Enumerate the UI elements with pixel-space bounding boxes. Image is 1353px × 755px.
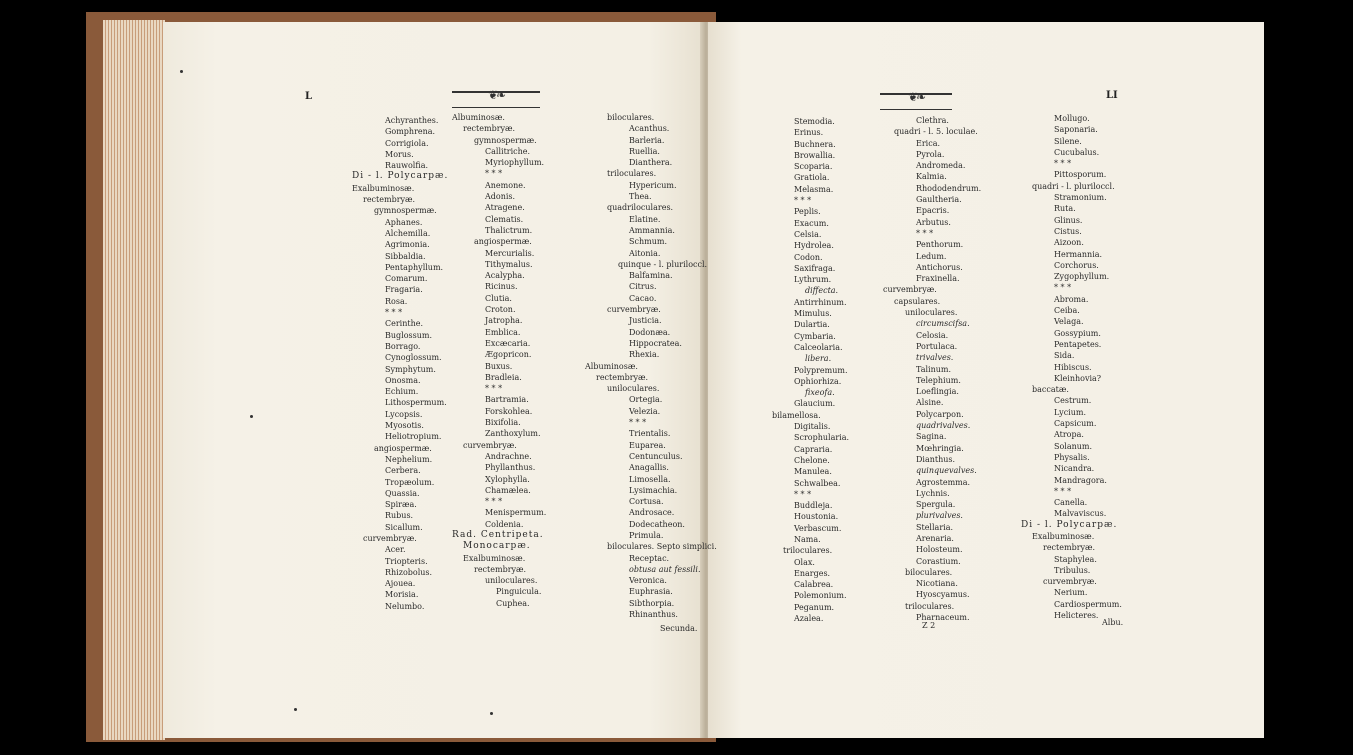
entry-line: Nephelium. <box>385 454 433 464</box>
entry-line: Tropæolum. <box>385 477 435 487</box>
entry-line: Hibiscus. <box>1054 362 1092 372</box>
entry-line: Forskohlea. <box>485 406 533 416</box>
entry-line: Centunculus. <box>629 451 683 461</box>
entry-line: curvembryæ. <box>883 285 937 295</box>
entry-line: Helicteres. <box>1054 611 1099 621</box>
entry-line: uniloculares. <box>607 384 660 394</box>
entry-line: Echium. <box>385 387 419 397</box>
entry-line: Heliotropium. <box>385 432 442 442</box>
entry-line: Buglossum. <box>385 330 433 340</box>
entry-line: libera. <box>805 354 832 364</box>
entry-line: * * * <box>794 196 812 206</box>
right-page-number: LI <box>1106 90 1118 101</box>
entry-line: Barleria. <box>629 135 665 145</box>
entry-line: Nelumbo. <box>385 601 425 611</box>
entry-line: Aitonia. <box>629 248 661 258</box>
entry-line: fixeofa. <box>805 388 835 398</box>
entry-line: Symphytum. <box>385 364 436 374</box>
entry-line: Ortegia. <box>629 395 663 405</box>
entry-line: Physalis. <box>1054 452 1090 462</box>
entry-line: Rhododendrum. <box>916 183 982 193</box>
entry-line: Spergula. <box>916 500 956 510</box>
entry-line: curvembryæ. <box>363 533 417 543</box>
entry-line: Emblica. <box>485 327 521 337</box>
left-column-1 <box>330 115 449 612</box>
entry-line: Bixifolia. <box>485 418 521 428</box>
entry-line: Hermannia. <box>1054 249 1103 259</box>
entry-line: Stellaria. <box>916 522 954 532</box>
entry-line: Quassia. <box>385 488 420 498</box>
entry-line: Saponaria. <box>1054 125 1098 135</box>
entry-line: Capsicum. <box>1054 419 1097 429</box>
entry-line: * * * <box>385 308 403 318</box>
entry-line: Ceiba. <box>1054 306 1080 316</box>
entry-line: Adonis. <box>485 192 516 202</box>
entry-line: Albuminosæ. <box>452 113 505 122</box>
entry-line: Ophiorhiza. <box>794 376 842 386</box>
entry-line: Thalictrum. <box>485 225 533 235</box>
entry-line: Glaucium. <box>794 399 836 409</box>
entry-line: Justicia. <box>629 316 662 326</box>
entry-line: Verbascum. <box>794 523 842 533</box>
entry-line: Agrimonia. <box>385 240 430 250</box>
entry-line: Elatine. <box>629 214 661 224</box>
entry-line: Atropa. <box>1054 430 1084 440</box>
left-page-number: L <box>305 91 313 102</box>
entry-line: * * * <box>629 418 647 428</box>
entry-line: Cynoglossum. <box>385 353 442 363</box>
entry-line: Bradleia. <box>485 372 522 382</box>
entry-line: Lithospermum. <box>385 398 447 408</box>
right-column-3 <box>1010 113 1130 621</box>
entry-line: triloculares. <box>905 601 955 611</box>
entry-line: biloculares. <box>905 567 953 577</box>
entry-line: Silene. <box>1054 136 1082 146</box>
entry-line: Dianthus. <box>916 454 956 464</box>
entry-line: Cestrum. <box>1054 396 1092 406</box>
entry-line: Andrachne. <box>485 451 532 461</box>
entry-line: Ammannia. <box>629 225 675 235</box>
entry-line: Nicotiana. <box>916 579 958 589</box>
entry-line: Mercurialis. <box>485 248 535 258</box>
entry-line: Enarges. <box>794 568 831 578</box>
entry-line: Pentaphyllum. <box>385 262 444 272</box>
entry-line: Stramonium. <box>1054 193 1107 203</box>
entry-line: curvembryæ. <box>463 440 517 450</box>
entry-line: Myosotis. <box>385 421 424 431</box>
entry-line: Exalbuminosæ. <box>1032 531 1095 541</box>
entry-line: Rhinanthus. <box>629 610 678 620</box>
entry-line: rectembryæ. <box>474 564 527 574</box>
entry-line: Mimulus. <box>794 309 832 319</box>
entry-line: Xylophylla. <box>485 474 530 484</box>
entry-line: Arenaria. <box>916 533 954 543</box>
entry-line: Mandragora. <box>1054 475 1107 485</box>
entry-line: Dianthera. <box>629 158 673 168</box>
entry-line: Sibthorpia. <box>629 598 675 608</box>
entry-line: Digitalis. <box>794 422 831 432</box>
entry-line: Holosteum. <box>916 545 963 555</box>
entry-line: Browallia. <box>794 150 836 160</box>
entry-line: Atragene. <box>485 203 525 213</box>
entry-line: Pyrola. <box>916 149 945 159</box>
entry-line: Trientalis. <box>629 429 671 439</box>
entry-line: Zygophyllum. <box>1054 272 1110 282</box>
entry-line: quadri - l. pluriloccl. <box>1032 181 1115 191</box>
entry-line: Menispermum. <box>485 508 547 518</box>
entry-line: Nama. <box>794 534 821 544</box>
entry-line: angiospermæ. <box>474 237 532 247</box>
entry-line: Hyoscyamus. <box>916 590 970 600</box>
entry-line: Mœhringia. <box>916 443 964 453</box>
entry-line: Scoparia. <box>794 162 833 172</box>
entry-line: Peganum. <box>794 602 835 612</box>
entry-line: Telephium. <box>916 375 961 385</box>
entry-line: Fragaria. <box>385 285 423 295</box>
entry-line: biloculares. <box>607 113 655 122</box>
entry-line: Ledum. <box>916 251 947 261</box>
entry-line: Rhizobolus. <box>385 567 433 577</box>
entry-line: Exalbuminosæ. <box>463 553 526 563</box>
entry-line: Rubus. <box>385 511 414 521</box>
entry-line: Corrigiola. <box>385 138 429 148</box>
right-column-1 <box>750 116 870 624</box>
entry-line: Agrostemma. <box>916 477 971 487</box>
entry-line: Spiræa. <box>385 500 417 510</box>
entry-line: Antirrhinum. <box>794 297 847 307</box>
entry-line: Cortusa. <box>629 497 664 507</box>
entry-line: Callitriche. <box>485 146 531 156</box>
entry-line: Cerinthe. <box>385 319 424 329</box>
entry-line: Chelone. <box>794 455 830 465</box>
left-column-3 <box>585 112 717 620</box>
entry-line: Clematis. <box>485 214 524 224</box>
ink-spot <box>294 708 297 711</box>
entry-line: Triopteris. <box>385 556 428 566</box>
entry-line: plurivalves. <box>916 511 963 521</box>
entry-line: Albuminosæ. <box>585 361 638 371</box>
entry-line: Azalea. <box>794 614 824 624</box>
entry-line: Polycarpon. <box>916 409 964 419</box>
entry-line: Nicandra. <box>1054 464 1095 474</box>
entry-line: Kalmia. <box>916 172 947 182</box>
entry-line: Achyranthes. <box>385 116 439 125</box>
left-column-2 <box>430 112 560 609</box>
entry-line: quinque - l. pluriloccl. <box>618 259 708 269</box>
entry-line: curvembryæ. <box>607 305 661 315</box>
entry-line: Staphylea. <box>1054 554 1097 564</box>
entry-line: Exacum. <box>794 218 829 228</box>
entry-line: Anagallis. <box>629 463 669 473</box>
entry-line: Rosa. <box>385 296 408 306</box>
entry-line: Erinus. <box>794 128 824 138</box>
entry-line: Corchorus. <box>1054 260 1099 270</box>
entry-line: Velaga. <box>1054 317 1084 327</box>
entry-line: Clutia. <box>485 293 512 303</box>
entry-line: Cacao. <box>629 293 657 303</box>
entry-line: quadriloculares. <box>607 203 674 213</box>
entry-line: Lycium. <box>1054 407 1087 417</box>
entry-line: Glinus. <box>1054 215 1083 225</box>
entry-line: * * * <box>1054 486 1072 496</box>
entry-line: Ricinus. <box>485 282 518 292</box>
entry-line: Pentapetes. <box>1054 339 1102 349</box>
entry-line: Ægopricon. <box>485 350 532 360</box>
entry-line: Velezia. <box>629 406 661 416</box>
entry-line: Erica. <box>916 138 941 148</box>
entry-line: capsulares. <box>894 296 941 306</box>
entry-line: Alchemilla. <box>385 228 431 238</box>
entry-line: Antichorus. <box>916 262 963 272</box>
entry-line: biloculares. Septo simplici. <box>607 542 717 552</box>
entry-line: quinquevalves. <box>916 466 977 476</box>
entry-line: * * * <box>916 228 934 238</box>
entry-line: Acalypha. <box>485 271 525 281</box>
entry-line: Ruellia. <box>629 146 660 156</box>
entry-line: Acer. <box>385 545 406 555</box>
entry-line: triloculares. <box>607 169 657 179</box>
entry-line: Olax. <box>794 557 815 567</box>
entry-line: Lythrum. <box>794 275 832 285</box>
entry-line: Hippocratea. <box>629 338 682 348</box>
entry-line: Corastium. <box>916 556 961 566</box>
entry-line: Pittosporum. <box>1054 170 1107 180</box>
entry-line: Penthorum. <box>916 240 964 250</box>
entry-line: Citrus. <box>629 282 657 292</box>
entry-line: Di - l. Polycarpæ. <box>1021 519 1118 530</box>
entry-line: Acanthus. <box>629 124 670 134</box>
entry-line: Celosia. <box>916 330 949 340</box>
entry-line: Cerbera. <box>385 466 421 476</box>
entry-line: Malvaviscus. <box>1054 509 1107 519</box>
entry-line: Lycopsis. <box>385 409 423 419</box>
entry-line: Dulartia. <box>794 320 830 330</box>
entry-line: Receptac. <box>629 553 670 563</box>
entry-line: Sagina. <box>916 432 947 442</box>
entry-line: baccatæ. <box>1032 385 1069 395</box>
entry-line: Chamælea. <box>485 485 531 495</box>
entry-line: Ajouea. <box>385 579 416 589</box>
entry-line: Sicallum. <box>385 522 423 532</box>
entry-line: circumscifsa. <box>916 319 970 329</box>
entry-line: Monocarpæ. <box>463 541 531 552</box>
entry-line: Polemonium. <box>794 591 847 601</box>
entry-line: angiospermæ. <box>374 443 432 453</box>
entry-line: Kleinhovia? <box>1054 373 1102 383</box>
left-catchword: Secunda. <box>660 624 698 633</box>
entry-line: Sida. <box>1054 351 1075 361</box>
entry-line: Sibbaldia. <box>385 251 426 261</box>
entry-line: Celsia. <box>794 229 822 239</box>
entry-line: Hydrolea. <box>794 241 834 251</box>
entry-line: Stemodia. <box>794 117 835 126</box>
entry-line: * * * <box>794 489 812 499</box>
entry-line: Cymbaria. <box>794 331 836 341</box>
entry-line: Arbutus. <box>916 217 951 227</box>
entry-line: Portulaca. <box>916 341 958 351</box>
entry-line: * * * <box>485 384 503 394</box>
ink-spot <box>180 70 183 73</box>
entry-line: Morisia. <box>385 590 419 600</box>
entry-line: Gomphrena. <box>385 127 436 137</box>
entry-line: Cistus. <box>1054 226 1082 236</box>
entry-line: Lychnis. <box>916 488 950 498</box>
entry-line: Zanthoxylum. <box>485 429 541 439</box>
entry-line: Gaultheria. <box>916 195 962 205</box>
entry-line: uniloculares. <box>905 308 958 318</box>
entry-line: Ruta. <box>1054 204 1076 214</box>
entry-line: Polypremum. <box>794 365 848 375</box>
right-catchword: Albu. <box>1102 618 1124 627</box>
entry-line: Codon. <box>794 252 823 262</box>
entry-line: Houstonia. <box>794 512 839 522</box>
entry-line: Limosella. <box>629 474 671 484</box>
entry-line: Androsace. <box>629 508 675 518</box>
entry-line: Dodonæa. <box>629 327 671 337</box>
entry-line: Phyllanthus. <box>485 463 536 473</box>
entry-line: quadrivalves. <box>916 421 971 431</box>
entry-line: Aphanes. <box>385 217 423 227</box>
entry-line: gymnospermæ. <box>374 206 437 216</box>
entry-line: Euparea. <box>629 440 666 450</box>
entry-line: Rhexia. <box>629 350 660 360</box>
entry-line: Croton. <box>485 305 516 315</box>
entry-line: Cuphea. <box>496 598 530 608</box>
entry-line: * * * <box>485 497 503 507</box>
entry-line: Talinum. <box>916 364 952 374</box>
entry-line: Scrophularia. <box>794 433 850 443</box>
entry-line: Euphrasia. <box>629 587 673 597</box>
left-header-ornament: ❦❧ <box>452 91 540 108</box>
entry-line: * * * <box>485 169 503 179</box>
entry-line: rectembryæ. <box>363 195 416 205</box>
entry-line: Capraria. <box>794 444 833 454</box>
entry-line: Buddleja. <box>794 501 833 511</box>
entry-line: Fraxinella. <box>916 274 960 284</box>
entry-line: Schwalbea. <box>794 478 841 488</box>
entry-line: Hypericum. <box>629 180 677 190</box>
entry-line: Myriophyllum. <box>485 158 545 168</box>
entry-line: Epacris. <box>916 206 950 216</box>
entry-line: Alsine. <box>916 398 944 408</box>
entry-line: Pinguicula. <box>496 587 542 597</box>
entry-line: Dodecatheon. <box>629 519 685 529</box>
entry-line: Mollugo. <box>1054 114 1090 123</box>
right-column-2 <box>872 115 1002 623</box>
entry-line: Excæcaria. <box>485 338 531 348</box>
entry-line: Manulea. <box>794 467 832 477</box>
entry-line: Jatropha. <box>485 316 523 326</box>
entry-line: curvembryæ. <box>1043 577 1097 587</box>
ink-spot <box>250 415 253 418</box>
entry-line: trivalves. <box>916 353 954 363</box>
entry-line: Cucubalus. <box>1054 147 1100 157</box>
entry-line: Rauwolfia. <box>385 161 428 171</box>
entry-line: Loeflingia. <box>916 387 959 397</box>
entry-line: Borrago. <box>385 341 421 351</box>
entry-line: Exalbuminosæ. <box>352 183 415 193</box>
entry-line: rectembryæ. <box>463 124 516 134</box>
entry-line: Di - l. Polycarpæ. <box>352 171 449 182</box>
ink-spot <box>490 712 493 715</box>
entry-line: diffecta. <box>805 286 839 296</box>
entry-line: rectembryæ. <box>1043 543 1096 553</box>
entry-line: Tribulus. <box>1054 565 1091 575</box>
entry-line: rectembryæ. <box>596 372 649 382</box>
entry-line: Clethra. <box>916 116 949 125</box>
entry-line: Bartramia. <box>485 395 529 405</box>
entry-line: Cardiospermum. <box>1054 599 1122 609</box>
entry-line: Lysimachia. <box>629 485 678 495</box>
entry-line: Gratiola. <box>794 173 830 183</box>
entry-line: Calabrea. <box>794 580 834 590</box>
entry-line: bilamellosa. <box>772 410 821 420</box>
entry-line: gymnospermæ. <box>474 135 537 145</box>
entry-line: quadri - l. 5. loculae. <box>894 127 978 137</box>
right-signature: Z 2 <box>922 621 936 630</box>
entry-line: Rad. Centripeta. <box>452 529 544 540</box>
entry-line: Peplis. <box>794 207 821 217</box>
entry-line: Andromeda. <box>916 161 966 171</box>
entry-line: Melasma. <box>794 184 834 194</box>
entry-line: uniloculares. <box>485 576 538 586</box>
entry-line: Calceolaria. <box>794 342 843 352</box>
entry-line: Saxifraga. <box>794 263 836 273</box>
entry-line: Anemone. <box>485 180 526 190</box>
entry-line: Thea. <box>629 192 652 202</box>
entry-line: obtusa aut fessili. <box>629 564 701 574</box>
entry-line: Pharnaceum. <box>916 613 970 623</box>
entry-line: Coldenia. <box>485 519 524 529</box>
entry-line: Solanum. <box>1054 441 1093 451</box>
entry-line: Tithymalus. <box>485 259 533 269</box>
entry-line: Morus. <box>385 149 414 159</box>
entry-line: Buxus. <box>485 361 513 371</box>
entry-line: Aizoon. <box>1054 238 1084 248</box>
entry-line: Veronica. <box>629 576 667 586</box>
entry-line: Comarum. <box>385 274 428 284</box>
entry-line: Buchnera. <box>794 139 836 149</box>
entry-line: Canella. <box>1054 498 1088 508</box>
entry-line: Gossypium. <box>1054 328 1101 338</box>
entry-line: * * * <box>1054 283 1072 293</box>
entry-line: Schmum. <box>629 237 667 247</box>
entry-line: Primula. <box>629 530 664 540</box>
page-edges <box>103 20 165 740</box>
right-header-ornament: ❦❧ <box>880 93 952 110</box>
entry-line: Onosma. <box>385 375 421 385</box>
entry-line: * * * <box>1054 159 1072 169</box>
entry-line: Nerium. <box>1054 588 1088 598</box>
entry-line: Balfamina. <box>629 271 673 281</box>
entry-line: Abroma. <box>1054 294 1089 304</box>
entry-line: triloculares. <box>783 546 833 556</box>
